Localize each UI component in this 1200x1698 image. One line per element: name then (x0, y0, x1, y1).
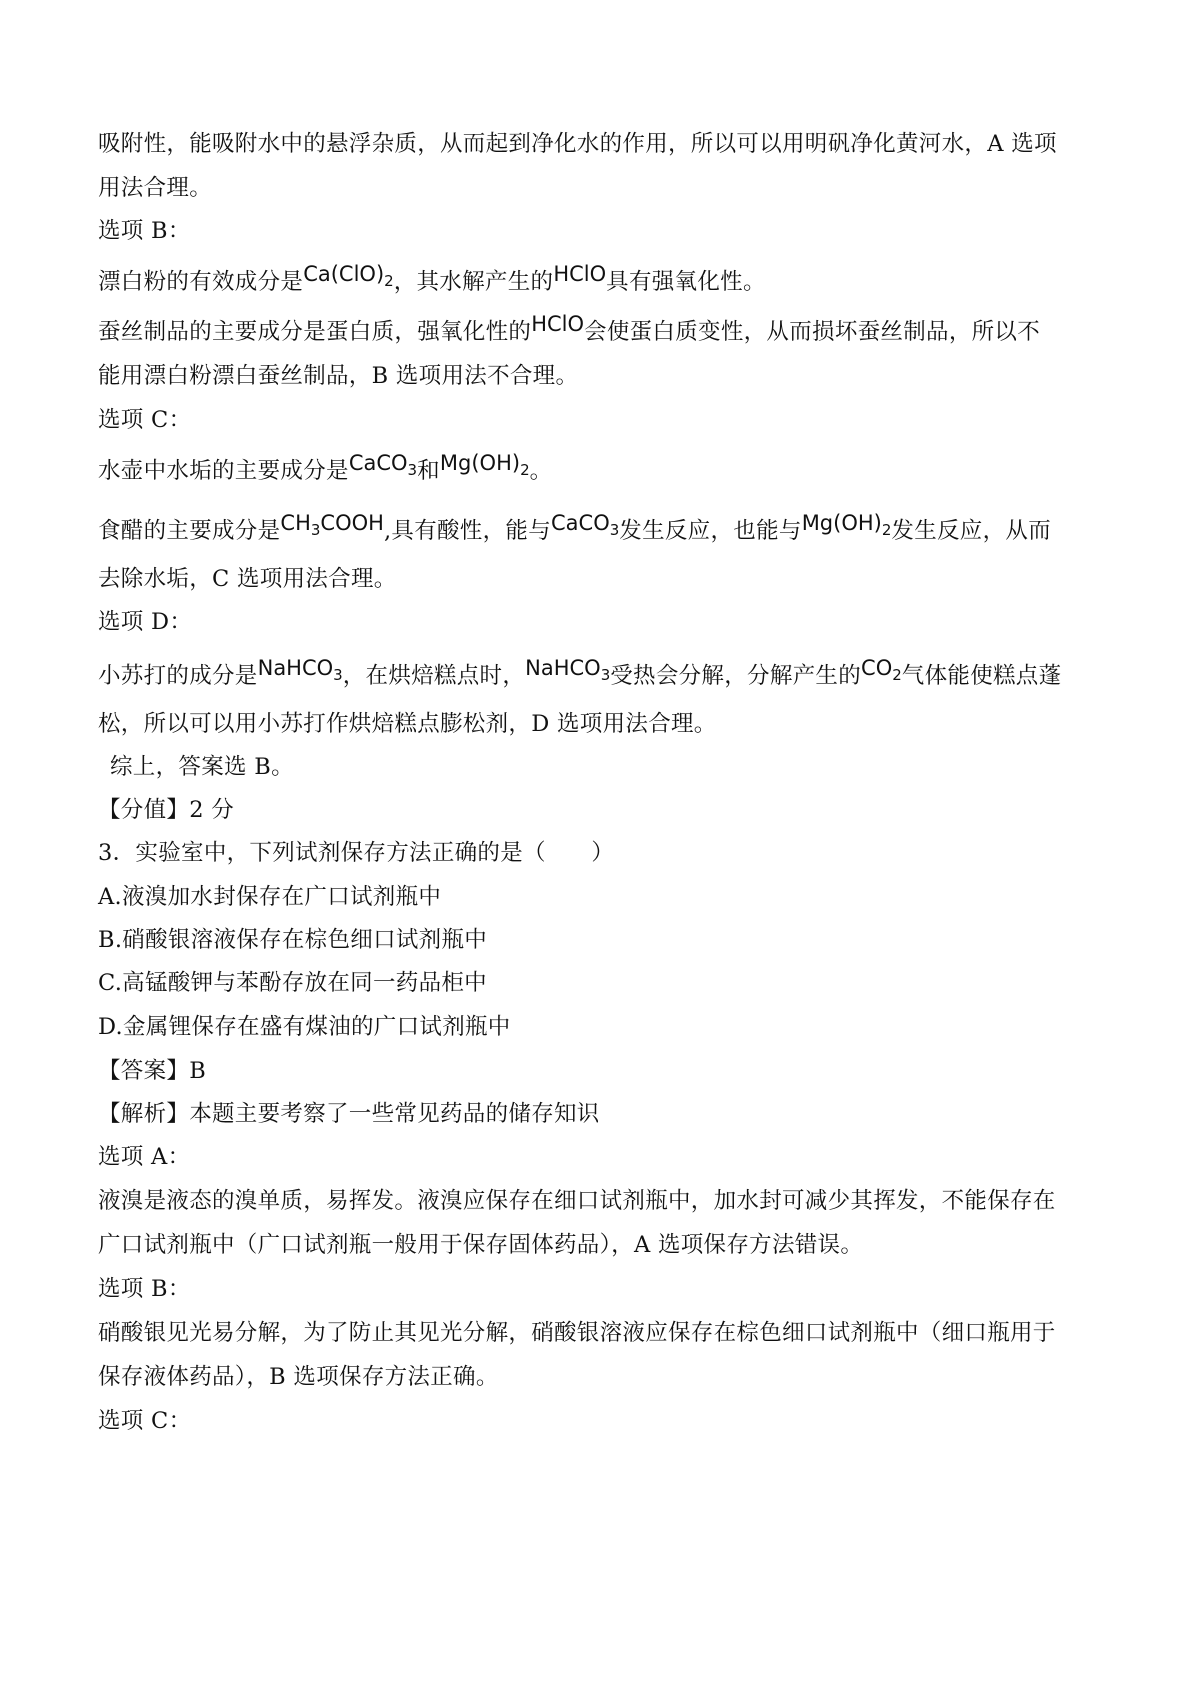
question-option-d: D.金属锂保存在盛有煤油的广口试剂瓶中 (98, 1014, 511, 1040)
text-run: 漂白粉的有效成分是 (98, 269, 304, 295)
formula-mg-oh-2: $Mg(OH)_2$ (439, 451, 530, 479)
option-b-heading: 选项 B： (98, 218, 191, 244)
paragraph-line: 用法合理。 (98, 175, 213, 201)
text-run: 具有强氧化性。 (606, 269, 766, 295)
text-run: 和 (417, 458, 440, 484)
option-b-heading: 选项 B： (98, 1276, 191, 1302)
option-d-heading: 选项 D： (98, 609, 193, 635)
paragraph-line: 保存液体药品），B 选项保存方法正确。 (98, 1364, 499, 1390)
summary-line: 综上，答案选 B。 (110, 754, 294, 780)
paragraph-line: 去除水垢，C 选项用法合理。 (98, 566, 397, 592)
text-run: 会使蛋白质变性，从而损坏蚕丝制品，所以不 (584, 319, 1041, 345)
text-run: 。 (529, 458, 553, 484)
text-run: ，在烘焙糕点时， (342, 663, 526, 689)
paragraph-line: 广口试剂瓶中（广口试剂瓶一般用于保存固体药品），A 选项保存方法错误。 (98, 1232, 864, 1258)
paragraph-line (98, 262, 1108, 305)
text-run: 气体能使糕点蓬 (901, 663, 1062, 689)
formula-mg-oh-2: $Mg(OH)_2$ (801, 511, 892, 539)
option-a-heading: 选项 A： (98, 1144, 191, 1170)
formula-ca-clo-2: $Ca(ClO)_2$ (303, 262, 394, 290)
text-run: 蚕丝制品的主要成分是蛋白质，强氧化性的 (98, 319, 532, 345)
formula-caco3: CaCO$_3$ (348, 451, 418, 479)
text-run: 小苏打的成分是 (98, 663, 258, 689)
formula-co2: $CO_2$ (861, 656, 902, 684)
text-run: 发生反应，从而 (891, 518, 1051, 544)
question-option-c: C.高锰酸钾与苯酚存放在同一药品柜中 (98, 970, 487, 996)
question-option-a: A.液溴加水封保存在广口试剂瓶中 (98, 884, 442, 910)
answer-line: 【答案】B (98, 1058, 207, 1084)
text-run: ，其水解产生的 (393, 269, 554, 295)
text-run: ,具有酸性，能与 (383, 518, 551, 544)
formula-nahco3: NaHCO$_3$ (257, 656, 343, 684)
option-c-heading: 选项 C： (98, 1408, 192, 1434)
text-run: 水壶中水垢的主要成分是 (98, 458, 349, 484)
analysis-line: 【解析】本题主要考察了一些常见药品的储存知识 (98, 1101, 600, 1127)
formula-nahco3: NaHCO$_3$ (525, 656, 611, 684)
paragraph-line: 硝酸银见光易分解，为了防止其见光分解，硝酸银溶液应保存在棕色细口试剂瓶中（细口瓶用于 (98, 1320, 1056, 1346)
question-option-b: B.硝酸银溶液保存在棕色细口试剂瓶中 (98, 927, 488, 953)
option-c-heading: 选项 C： (98, 407, 192, 433)
formula-caco3: CaCO$_3$ (551, 511, 620, 539)
paragraph-line: 液溴是液态的溴单质，易挥发。液溴应保存在细口试剂瓶中，加水封可减少其挥发，不能保存在 (98, 1188, 1056, 1214)
paragraph-line: 吸附性，能吸附水中的悬浮杂质，从而起到净化水的作用，所以可以用明矾净化黄河水，A 选项 (98, 131, 1057, 157)
text-run: 发生反应，也能与 (619, 518, 802, 544)
paragraph-line: 松，所以可以用小苏打作烘焙糕点膨松剂，D 选项用法合理。 (98, 711, 717, 737)
formula-ch3cooh: $CH_3COOH$ (280, 511, 384, 539)
paragraph-line: 能用漂白粉漂白蚕丝制品，B 选项用法不合理。 (98, 363, 579, 389)
question-3-stem: 3．实验室中，下列试剂保存方法正确的是（ ） (98, 840, 615, 866)
paragraph-line (98, 312, 1108, 348)
paragraph-line (98, 656, 1108, 699)
formula-hclo: HClO (531, 312, 585, 336)
text-run: 食醋的主要成分是 (98, 518, 281, 544)
score-line: 【分值】2 分 (98, 797, 235, 823)
text-run: 受热会分解，分解产生的 (610, 663, 862, 689)
formula-hclo: HClO (553, 262, 607, 286)
paragraph-line (98, 511, 1108, 554)
paragraph-line (98, 451, 1108, 494)
